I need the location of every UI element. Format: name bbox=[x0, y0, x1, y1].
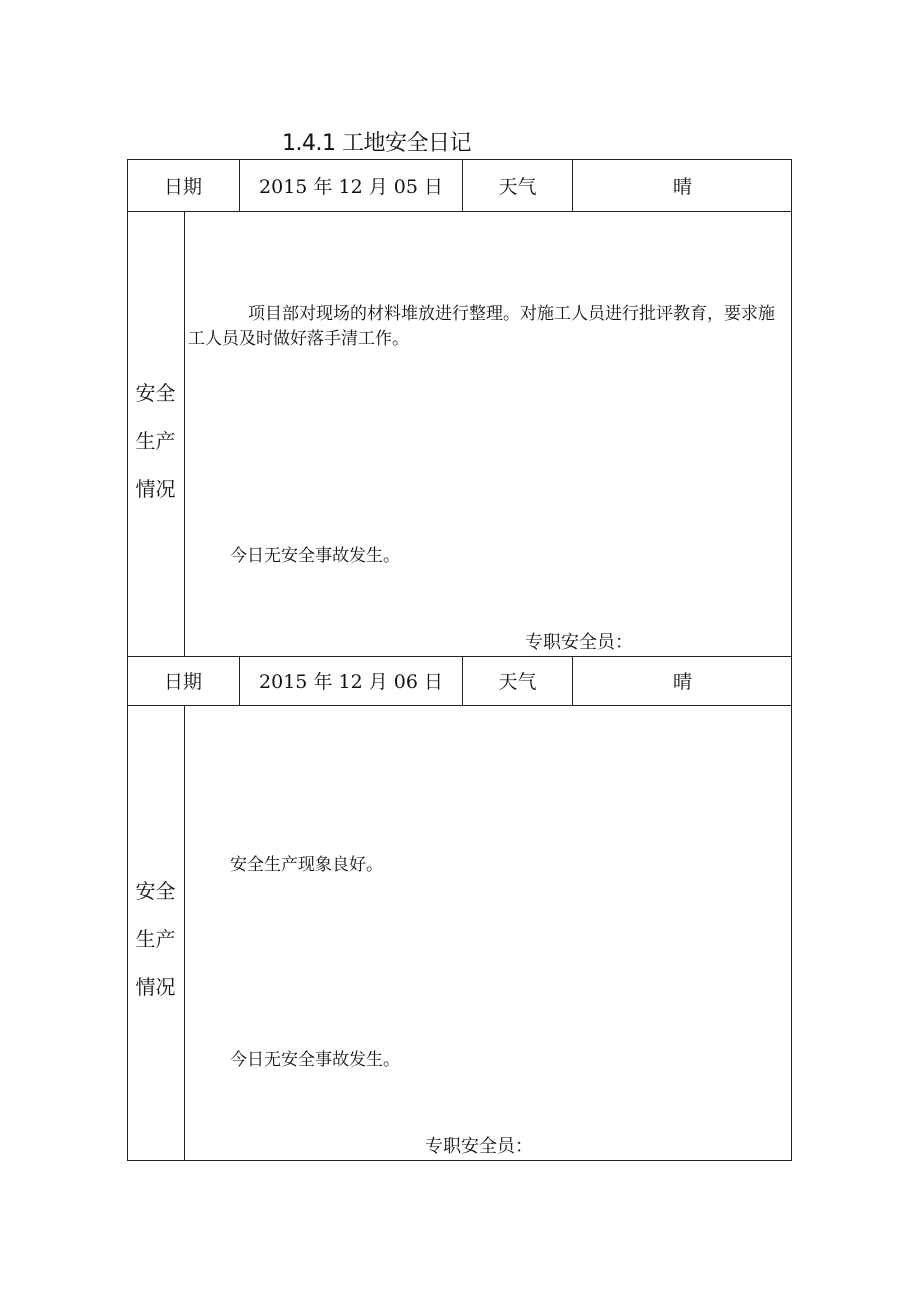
weather-label: 天气 bbox=[498, 176, 537, 198]
side-label: 安全 生产 情况 bbox=[135, 381, 176, 501]
signature-label: 专职安全员： bbox=[525, 632, 633, 653]
side-label: 安全 生产 情况 bbox=[135, 879, 176, 999]
date-label: 日期 bbox=[163, 176, 202, 198]
date-value: 2015 年 12 月 05 日 bbox=[259, 176, 443, 198]
date-value: 2015 年 12 月 06 日 bbox=[259, 671, 443, 693]
page-title: 1.4.1 工地安全日记 bbox=[282, 131, 471, 156]
date-label: 日期 bbox=[163, 671, 202, 693]
divider bbox=[127, 705, 792, 706]
divider bbox=[184, 705, 185, 1161]
accident-note: 今日无安全事故发生。 bbox=[230, 1050, 400, 1070]
weather-value: 晴 bbox=[672, 671, 692, 693]
safety-remarks: 项目部对现场的材料堆放进行整理。对施工人员进行批评教育，要求施工人员及时做好落手清工作。 bbox=[188, 304, 775, 349]
accident-note: 今日无安全事故发生。 bbox=[230, 546, 400, 566]
safety-remarks: 安全生产现象良好。 bbox=[230, 855, 383, 875]
weather-value: 晴 bbox=[672, 176, 692, 198]
signature-label: 专职安全员： bbox=[425, 1136, 533, 1157]
divider bbox=[184, 212, 185, 656]
weather-label: 天气 bbox=[498, 671, 537, 693]
